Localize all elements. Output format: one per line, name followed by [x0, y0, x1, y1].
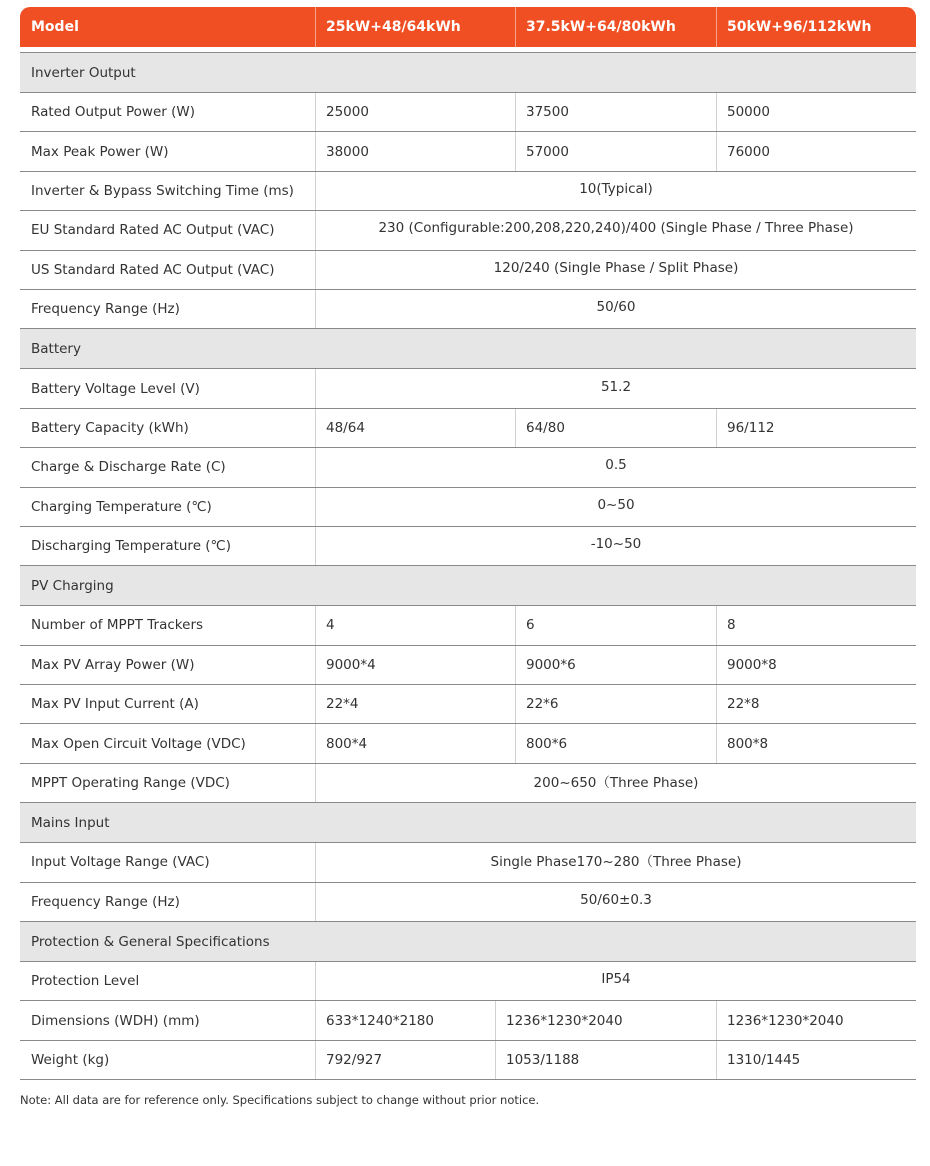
cell-value: 800*6	[515, 724, 716, 762]
row-label: Battery Voltage Level (V)	[31, 380, 200, 397]
section-title: Inverter Output	[31, 64, 136, 81]
row-label: Charging Temperature (℃)	[31, 498, 212, 515]
row-label: EU Standard Rated AC Output (VAC)	[31, 222, 275, 239]
cell-value: 792/927	[315, 1041, 495, 1079]
section-pv-charging	[20, 566, 916, 606]
cell-value: 9000*8	[716, 646, 916, 684]
table-row	[20, 251, 916, 290]
table-row	[20, 290, 916, 329]
cell-value: 64/80	[515, 409, 716, 447]
row-label: Frequency Range (Hz)	[31, 893, 180, 910]
table-row	[20, 527, 916, 566]
table-row	[20, 724, 916, 763]
row-label: Inverter & Bypass Switching Time (ms)	[31, 182, 294, 199]
cell-value: IP54	[315, 962, 916, 1000]
cell-value: 51.2	[315, 369, 916, 407]
table-row	[20, 369, 916, 408]
section-title: Battery	[31, 340, 81, 357]
table-row	[20, 1001, 916, 1040]
table-header	[20, 7, 916, 47]
cell-value: 200~650（Three Phase)	[315, 764, 916, 802]
cell-value: 0~50	[315, 488, 916, 526]
section-mains-input	[20, 803, 916, 843]
table-row	[20, 606, 916, 645]
table-row	[20, 646, 916, 685]
cell-value: 50/60±0.3	[315, 883, 916, 921]
row-label: Discharging Temperature (℃)	[31, 538, 231, 555]
section-title: Mains Input	[31, 814, 110, 831]
cell-value: 22*4	[315, 685, 515, 723]
table-row	[20, 409, 916, 448]
table-row	[20, 962, 916, 1001]
row-label: Input Voltage Range (VAC)	[31, 854, 210, 871]
cell-value: 9000*6	[515, 646, 716, 684]
row-label: Rated Output Power (W)	[31, 104, 195, 121]
cell-value: 633*1240*2180	[315, 1001, 495, 1039]
spec-table	[20, 7, 916, 1080]
section-inverter-output	[20, 53, 916, 93]
cell-value: 50000	[716, 93, 916, 131]
section-protection	[20, 922, 916, 962]
table-row	[20, 448, 916, 487]
cell-value: Single Phase170~280（Three Phase)	[315, 843, 916, 881]
row-label: Dimensions (WDH) (mm)	[31, 1012, 200, 1029]
cell-value: 230 (Configurable:200,208,220,240)/400 (Single Phase / Three Phase)	[315, 211, 916, 249]
table-row	[20, 685, 916, 724]
table-row	[20, 132, 916, 171]
cell-value: 22*8	[716, 685, 916, 723]
table-row	[20, 211, 916, 250]
table-row	[20, 764, 916, 803]
section-title: PV Charging	[31, 577, 114, 594]
cell-value: 8	[716, 606, 916, 644]
row-label: US Standard Rated AC Output (VAC)	[31, 261, 275, 278]
cell-value: 25000	[315, 93, 515, 131]
section-battery	[20, 329, 916, 369]
row-label: Frequency Range (Hz)	[31, 301, 180, 318]
row-label: Protection Level	[31, 973, 140, 990]
cell-value: 22*6	[515, 685, 716, 723]
cell-value: 57000	[515, 132, 716, 170]
cell-value: 48/64	[315, 409, 515, 447]
model-column-1: 25kW+48/64kWh	[315, 7, 515, 47]
row-label: Max PV Array Power (W)	[31, 656, 195, 673]
cell-value: 120/240 (Single Phase / Split Phase)	[315, 251, 916, 289]
cell-value: 96/112	[716, 409, 916, 447]
row-label: Battery Capacity (kWh)	[31, 419, 189, 436]
row-label: Max Peak Power (W)	[31, 143, 169, 160]
cell-value: 800*4	[315, 724, 515, 762]
cell-value: 1236*1230*2040	[716, 1001, 916, 1039]
model-column-2: 37.5kW+64/80kWh	[515, 7, 716, 47]
row-label: Weight (kg)	[31, 1052, 110, 1068]
row-label: Number of MPPT Trackers	[31, 617, 204, 634]
cell-value: 76000	[716, 132, 916, 170]
cell-value: 1236*1230*2040	[495, 1001, 716, 1039]
cell-value: 50/60	[315, 290, 916, 328]
table-row	[20, 1041, 916, 1080]
table-row	[20, 883, 916, 922]
table-row	[20, 172, 916, 211]
cell-value: 9000*4	[315, 646, 515, 684]
table-row	[20, 93, 916, 132]
cell-value: 10(Typical)	[315, 172, 916, 210]
cell-value: 6	[515, 606, 716, 644]
cell-value: -10~50	[315, 527, 916, 565]
table-row	[20, 488, 916, 527]
cell-value: 37500	[515, 93, 716, 131]
cell-value: 4	[315, 606, 515, 644]
footnote: Note: All data are for reference only. Specifications subject to change without prior notice.	[20, 1093, 540, 1107]
cell-value: 1310/1445	[716, 1041, 916, 1079]
cell-value: 800*8	[716, 724, 916, 762]
cell-value: 0.5	[315, 448, 916, 486]
table-row	[20, 843, 916, 882]
cell-value: 38000	[315, 132, 515, 170]
model-column-3: 50kW+96/112kWh	[716, 7, 916, 47]
section-title: Protection & General Specifications	[31, 933, 270, 950]
row-label: Charge & Discharge Rate (C)	[31, 459, 226, 476]
row-label: Max Open Circuit Voltage (VDC)	[31, 735, 246, 752]
row-label: Max PV Input Current (A)	[31, 696, 199, 713]
row-label: MPPT Operating Range (VDC)	[31, 775, 230, 792]
model-header: Model	[31, 19, 79, 35]
cell-value: 1053/1188	[495, 1041, 716, 1079]
